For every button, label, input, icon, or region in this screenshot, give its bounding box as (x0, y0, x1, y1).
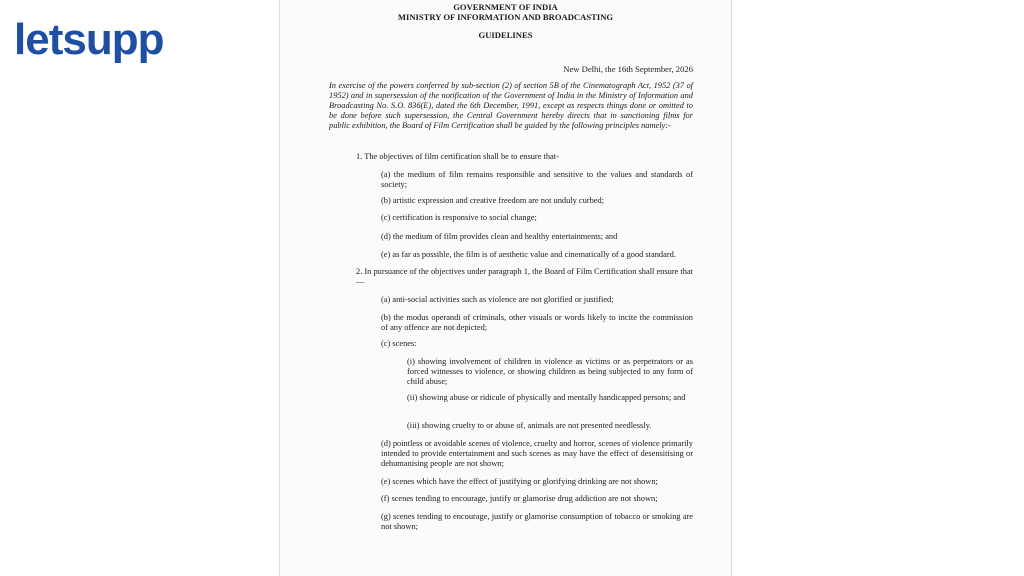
para2-item-c-iii: (iii) showing cruelty to or abuse of, animals are not presented needlessly. (407, 421, 652, 430)
para2-item-e: (e) scenes which have the effect of justifying or glorifying drinking are not shown; (381, 477, 658, 486)
para2-item-c: (c) scenes: (381, 339, 417, 348)
header-ministry: MINISTRY OF INFORMATION AND BROADCASTING (397, 12, 614, 22)
header-guidelines-title: GUIDELINES (478, 30, 533, 40)
document-page (279, 0, 732, 576)
intro-paragraph: In exercise of the powers conferred by sub-section (2) of section 5B of the Cinematograph Act, 1952 (37 of 1952) and in supersession of the notification of the Government of India in the Ministry of Information and Broadcasting No. S.O. 836(E), dated the 6th December, 1991, except as respects things done or omitted to be done before such supersession, the Central Government hereby directs that in sanctioning films for public exhibition, the Board of Film Certification shall be guided by the following principles namely:- (329, 81, 693, 130)
header-government: GOVERNMENT OF INDIA (453, 2, 558, 12)
letsupp-logo[interactable]: letsupp (14, 15, 164, 64)
para1-item-e: (e) as far as possible, the film is of aesthetic value and cinematically of a good standard. (381, 250, 676, 259)
para2-item-g: (g) scenes tending to encourage, justify or glamorise consumption of tobacco or smoking are not shown; (381, 512, 693, 531)
place-date: New Delhi, the 16th September, 2026 (563, 64, 693, 74)
para2-item-f: (f) scenes tending to encourage, justify or glamorise drug addiction are not shown; (381, 494, 658, 503)
para2-heading: 2. In pursuance of the objectives under paragraph 1, the Board of Film Certification shall ensure that— (356, 267, 693, 286)
para2-item-d: (d) pointless or avoidable scenes of violence, cruelty and horror, scenes of violence primarily intended to provide entertainment and such scenes as may have the effect of desensitising or dehumanising people are not shown; (381, 439, 693, 468)
para1-item-a: (a) the medium of film remains responsible and sensitive to the values and standards of society; (381, 170, 693, 189)
para1-item-b: (b) artistic expression and creative freedom are not unduly curbed; (381, 196, 605, 205)
para2-item-c-ii: (ii) showing abuse or ridicule of physically and mentally handicapped persons; and (407, 393, 686, 402)
para1-item-c: (c) certification is responsive to social change; (381, 213, 537, 222)
para2-item-c-i: (i) showing involvement of children in violence as victims or as perpetrators or as forced witnesses to violence, or showing children as being subjected to any form of child abuse; (407, 357, 693, 386)
para1-item-d: (d) the medium of film provides clean and healthy entertainments; and (381, 232, 618, 241)
para2-item-b: (b) the modus operandi of criminals, other visuals or words likely to incite the commission of any offence are not depicted; (381, 313, 693, 332)
para1-heading: 1. The objectives of film certification shall be to ensure that- (356, 152, 559, 161)
para2-item-a: (a) anti-social activities such as violence are not glorified or justified; (381, 295, 614, 304)
